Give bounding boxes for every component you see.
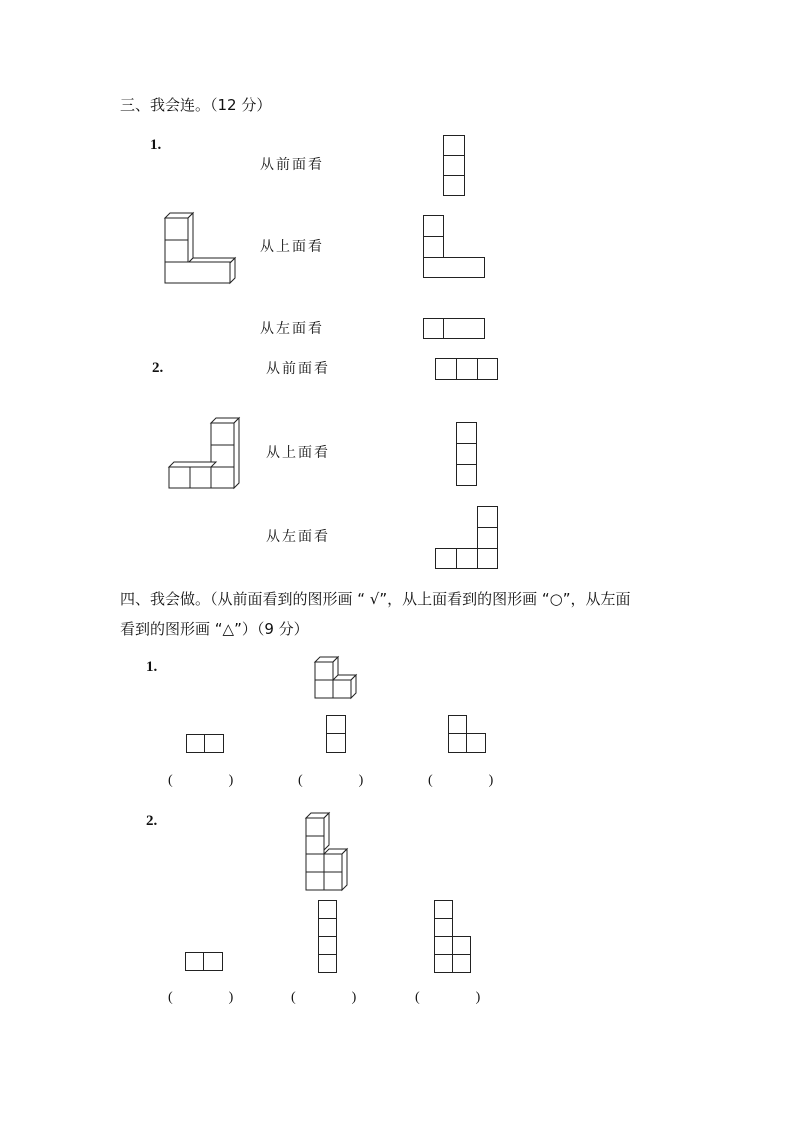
- view-label-left: 从左面看: [260, 321, 324, 337]
- view-label-top: 从上面看: [266, 445, 330, 461]
- cube-solid-figure: [303, 808, 355, 892]
- option-shape-l-tall: [434, 900, 474, 974]
- view-shape-horizontal-2: [423, 318, 487, 340]
- answer-blank-3[interactable]: ( ): [428, 773, 494, 788]
- view-shape-vertical-3: [456, 422, 478, 486]
- view-label-front: 从前面看: [260, 157, 324, 173]
- view-label-left: 从左面看: [266, 529, 330, 545]
- option-shape-vertical-4: [318, 900, 340, 974]
- view-shape-vertical-3: [443, 135, 465, 197]
- cube-solid-figure: [310, 652, 364, 702]
- view-label-top: 从上面看: [260, 239, 324, 255]
- answer-blank-1[interactable]: ( ): [168, 773, 234, 788]
- question-3-2-number: 2.: [152, 360, 164, 376]
- option-shape-horizontal-2: [186, 734, 226, 754]
- cube-solid-figure: [164, 413, 244, 493]
- question-4-2-number: 2.: [146, 813, 158, 829]
- view-shape-l-mirrored: [435, 506, 499, 570]
- view-shape-horizontal-3: [435, 358, 499, 382]
- option-shape-horizontal-2: [185, 952, 225, 972]
- cube-solid-figure: [160, 208, 240, 286]
- question-4-1-number: 1.: [146, 659, 158, 675]
- section-3-title: 三、我会连。（12 分）: [120, 96, 272, 114]
- answer-blank-2[interactable]: ( ): [291, 990, 357, 1005]
- answer-blank-2[interactable]: ( ): [298, 773, 364, 788]
- question-3-1-number: 1.: [150, 137, 162, 153]
- view-label-front: 从前面看: [266, 361, 330, 377]
- section-4-title-line-1: 四、我会做。（从前面看到的图形画 “ √”，从上面看到的图形画 “○”，从左面: [120, 590, 631, 608]
- answer-blank-3[interactable]: ( ): [415, 990, 481, 1005]
- section-4-title-line-2: 看到的图形画 “△”）（9 分）: [120, 620, 309, 638]
- option-shape-l: [448, 715, 488, 755]
- option-shape-vertical-2: [326, 715, 348, 755]
- answer-blank-1[interactable]: ( ): [168, 990, 234, 1005]
- view-shape-l: [423, 215, 487, 279]
